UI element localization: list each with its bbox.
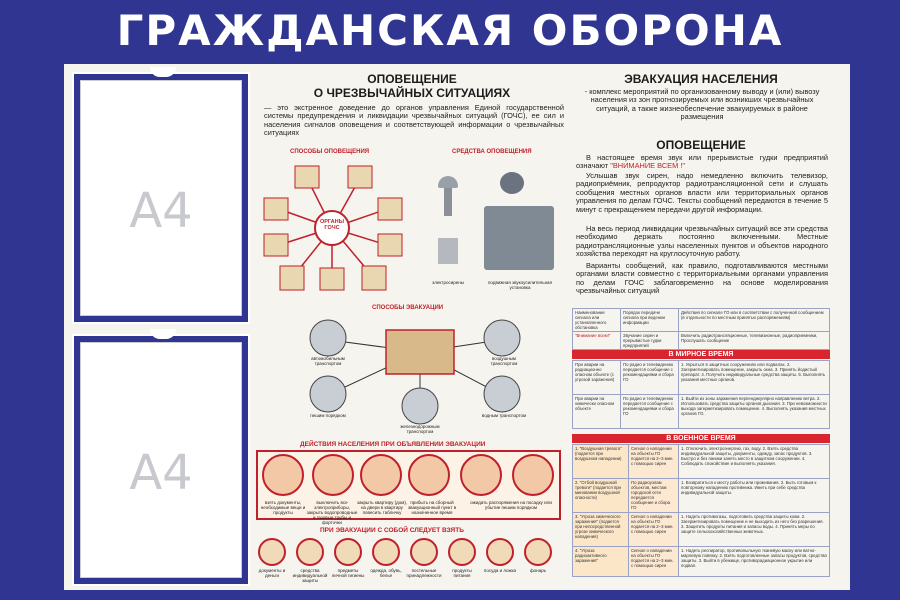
pocket-label: А4: [129, 445, 193, 502]
table-row: "Внимание всем!" Звучание сирен и прерывистые гудки предприятий Включить радиотрансляционные, телевизионные, радиоприемники, Прослушать сообщение: [573, 332, 830, 350]
take-caption-3: предметы личной гигиены: [331, 568, 365, 578]
action-step-4: [408, 454, 450, 496]
take-item-8: [524, 538, 552, 566]
take-item-3: [334, 538, 362, 566]
table-row: 4. "Угроза радиоактивного заражения" Сигнал о нападении на объекты ГО подается на 2–3 мин. с помощью сирен 1. Надеть респиратор, противопыльную тканевую маску или ватно-марлевую повязку. 2. Взять подготовленные запасы продуктов, средства защиты. 3. Выйти в убежище, противорадиационное укрытие или подвал.: [573, 547, 830, 577]
loudspeaker-icon: [500, 172, 524, 194]
evac-label-auto: автомобильным транспортом: [311, 356, 345, 366]
action-caption-5: ожидать распоряжения на посадку или убытие пешим порядком: [470, 500, 552, 510]
take-caption-7: посуда и ложка: [483, 568, 517, 573]
means-label-vehicle: подвижная звукоусилительная установка: [488, 280, 552, 290]
table-row: Наименование сигнала или установленного обстановка Порядок передачи сигнала при ведении информации Действия по сигнале ГО или в соответствии с полученной сообщением (в отдельности по местным принятых распоряжениям): [573, 309, 830, 332]
take-item-4: [372, 538, 400, 566]
alert-quote: "ВНИМАНИЕ ВСЕМ !": [610, 161, 685, 171]
peace-time-heading: В МИРНОЕ ВРЕМЯ: [572, 350, 830, 359]
evac-label-air: воздушным транспортом: [490, 356, 518, 366]
alert-paragraph-4: Варианты сообщений, как правило, подготавливаются местными органами власти совместно с территориальными органами управления по делам ГОЧС заблаговременно на основе моделирования чрезвычайных ситуаций: [576, 261, 828, 296]
means-heading: СРЕДСТВА ОПОВЕЩЕНИЯ: [452, 149, 532, 155]
take-caption-5: постельные принадлежности: [406, 568, 442, 578]
pocket-tab: [150, 67, 176, 77]
pocket-label: А4: [129, 183, 193, 240]
hub-label: ОРГАНЫ ГОЧС: [319, 219, 345, 231]
table-row: 1. "Воздушная тревога" (подается при воздушном нападении) Сигнал о нападении на объекты ГО подается на 2–3 мин. с помощью сирен 1. Отключить электроэнергию, газ, воду. 2. Взять средства индивидуальной защиты, документы, одежду, запас продуктов. 3. Быстро и без паники занять место в защитном сооружении. 4. Соблюдать спокойствие и выполнять указания.: [573, 445, 830, 479]
table-row: 3. "Угроза химического заражения" (подается при непосредственной угрозе химического нападения) Сигнал о нападении на объекты ГО подается на 2–3 мин. с помощью сирен 1. Надеть противогазы, подготовить средства защиты кожи. 2. Загерметизировать помещение и не выходить из него без разрешения. 3. Защитить продукты питания и запасы воды. 4. Принять меры по защите сельскохозяйственных животных.: [573, 513, 830, 547]
alert-paragraph-3: На весь период ликвидации чрезвычайных ситуаций все эти средства необходимо держать постоянно включенными. Местные радиотрансляционные узлы населенных пунктов и объектов народного хозяйства переходят на круглосуточную работу.: [576, 224, 828, 259]
action-caption-3: закрыть квартиру (дом), на двери в квартиру повесить табличку: [356, 500, 408, 515]
action-caption-2: выключить все электроприборы, закрыть водопроводные и газовые трубы и форточки: [306, 500, 358, 525]
siren-pole-icon: [444, 188, 452, 216]
war-time-table: [572, 444, 830, 577]
table-row: При аварии на химически опасном объекте По радио и телевидению передается сообщение с рекомендациями и сбора ГО 1. Выйти из зоны заражения перпендикулярно направлению ветра. 2. Использовать средства защиты органов дыхания. 3. При невозможности выхода загерметизировать помещение. 4. Выполнять указания местных органов ГО.: [573, 395, 830, 429]
evac-label-water: водным транспортом: [481, 413, 527, 418]
table-row: 2. "Отбой воздушной тревоги" (подается при миновании воздушной опасности) По радиоузлам объектов, местам городской сети передается сообщение и сбора ГО 1. Возвратиться к месту работы или проживания. 2. Быть готовым к повторному нападению противника. Иметь при себе средства индивидуальной защиты.: [573, 479, 830, 513]
action-caption-1: взять документы, необходимые вещи и продукты: [260, 500, 306, 515]
evac-label-foot: пешим порядком: [310, 413, 346, 418]
a4-pocket-top: [72, 72, 250, 324]
action-step-2: [312, 454, 354, 496]
action-step-1: [262, 454, 304, 496]
take-along-heading: ПРИ ЭВАКУАЦИИ С СОБОЙ СЛЕДУЕТ ВЗЯТЬ: [320, 527, 464, 534]
means-label-sirens: электросирены: [432, 280, 464, 285]
take-item-2: [296, 538, 324, 566]
take-item-7: [486, 538, 514, 566]
loudspeaker-vehicle-icon: [484, 206, 554, 270]
methods-heading: СПОСОБЫ ОПОВЕЩЕНИЯ: [290, 149, 370, 155]
a4-pocket-bottom: [72, 334, 250, 586]
take-caption-4: одежда, обувь, белье: [370, 568, 402, 578]
page-title: ГРАЖДАНСКАЯ ОБОРОНА: [116, 6, 784, 55]
action-caption-4: прибыть на сборный эвакуационный пункт в назначенное время: [407, 500, 457, 515]
take-item-1: [258, 538, 286, 566]
take-caption-8: фонарь: [529, 568, 547, 573]
actions-heading: ДЕЙСТВИЯ НАСЕЛЕНИЯ ПРИ ОБЪЯВЛЕНИИ ЭВАКУАЦИИ: [300, 441, 486, 448]
evac-methods-heading: СПОСОБЫ ЭВАКУАЦИИ: [372, 305, 444, 311]
alert-heading: ОПОВЕЩЕНИЕ: [656, 138, 746, 152]
alert-paragraph-2: Услышав звук сирен, надо немедленно включить телевизор, радиоприёмник, репродуктор радиотрансляционной сети и слушать сообщения местных органов власти или территориальных органов управления по делам ГОЧС. Тексты сообщений передаются в течение 5 минут с прекращением передачи другой информации.: [576, 171, 828, 214]
notification-heading: ОПОВЕЩЕНИЕ О ЧРЕЗВЫЧАЙНЫХ СИТУАЦИЯХ: [313, 72, 511, 100]
notification-definition: — это экстренное доведение до органов управления Единой государственной системы предупреждения и ликвидации чрезвычайных ситуаций (ГОЧС), ее сил и населения сигналов оповещения и соответствующей информации о чрезвычайных ситуациях: [264, 103, 564, 138]
pocket-tab: [150, 329, 176, 339]
evacuation-heading: ЭВАКУАЦИЯ НАСЕЛЕНИЯ: [624, 72, 778, 86]
take-item-5: [410, 538, 438, 566]
take-caption-2: средства индивидуальной защиты: [292, 568, 328, 583]
action-step-5: [460, 454, 502, 496]
war-time-heading: В ВОЕННОЕ ВРЕМЯ: [572, 434, 830, 443]
siren-box-icon: [438, 238, 458, 264]
action-step-6: [512, 454, 554, 496]
alert-paragraph-1: В настоящее время звук или прерывистые гудки предприятий означают "ВНИМАНИЕ ВСЕМ !": [576, 153, 828, 171]
evacuation-text: - комплекс мероприятий по организованному выводу и (или) вывозу населения из зон прогнозируемых или возникших чрезвычайных ситуаций, а также жизнеобеспечение эвакуируемых в районе размещения: [584, 87, 820, 122]
signals-table-top: [572, 308, 830, 350]
take-caption-6: продукты питания: [452, 568, 472, 578]
take-caption-1: документы и деньги: [258, 568, 286, 578]
take-item-6: [448, 538, 476, 566]
table-row: При аварии на радиационно опасном объекте (с угрозой заражения) По радио и телевидению передается сообщение с рекомендациями и сбора ГО 1. Укрыться в защитных сооружениях или подвалах. 2. Загерметизировать помещение, закрыть окна. 3. Принять йодистый препарат. 4. Получить индивидуальные средства защиты. 5. Выполнять указания местных органов.: [573, 361, 830, 395]
evac-label-rail: железнодорожным транспортом: [400, 424, 440, 434]
peace-time-table: [572, 360, 830, 429]
action-step-3: [360, 454, 402, 496]
